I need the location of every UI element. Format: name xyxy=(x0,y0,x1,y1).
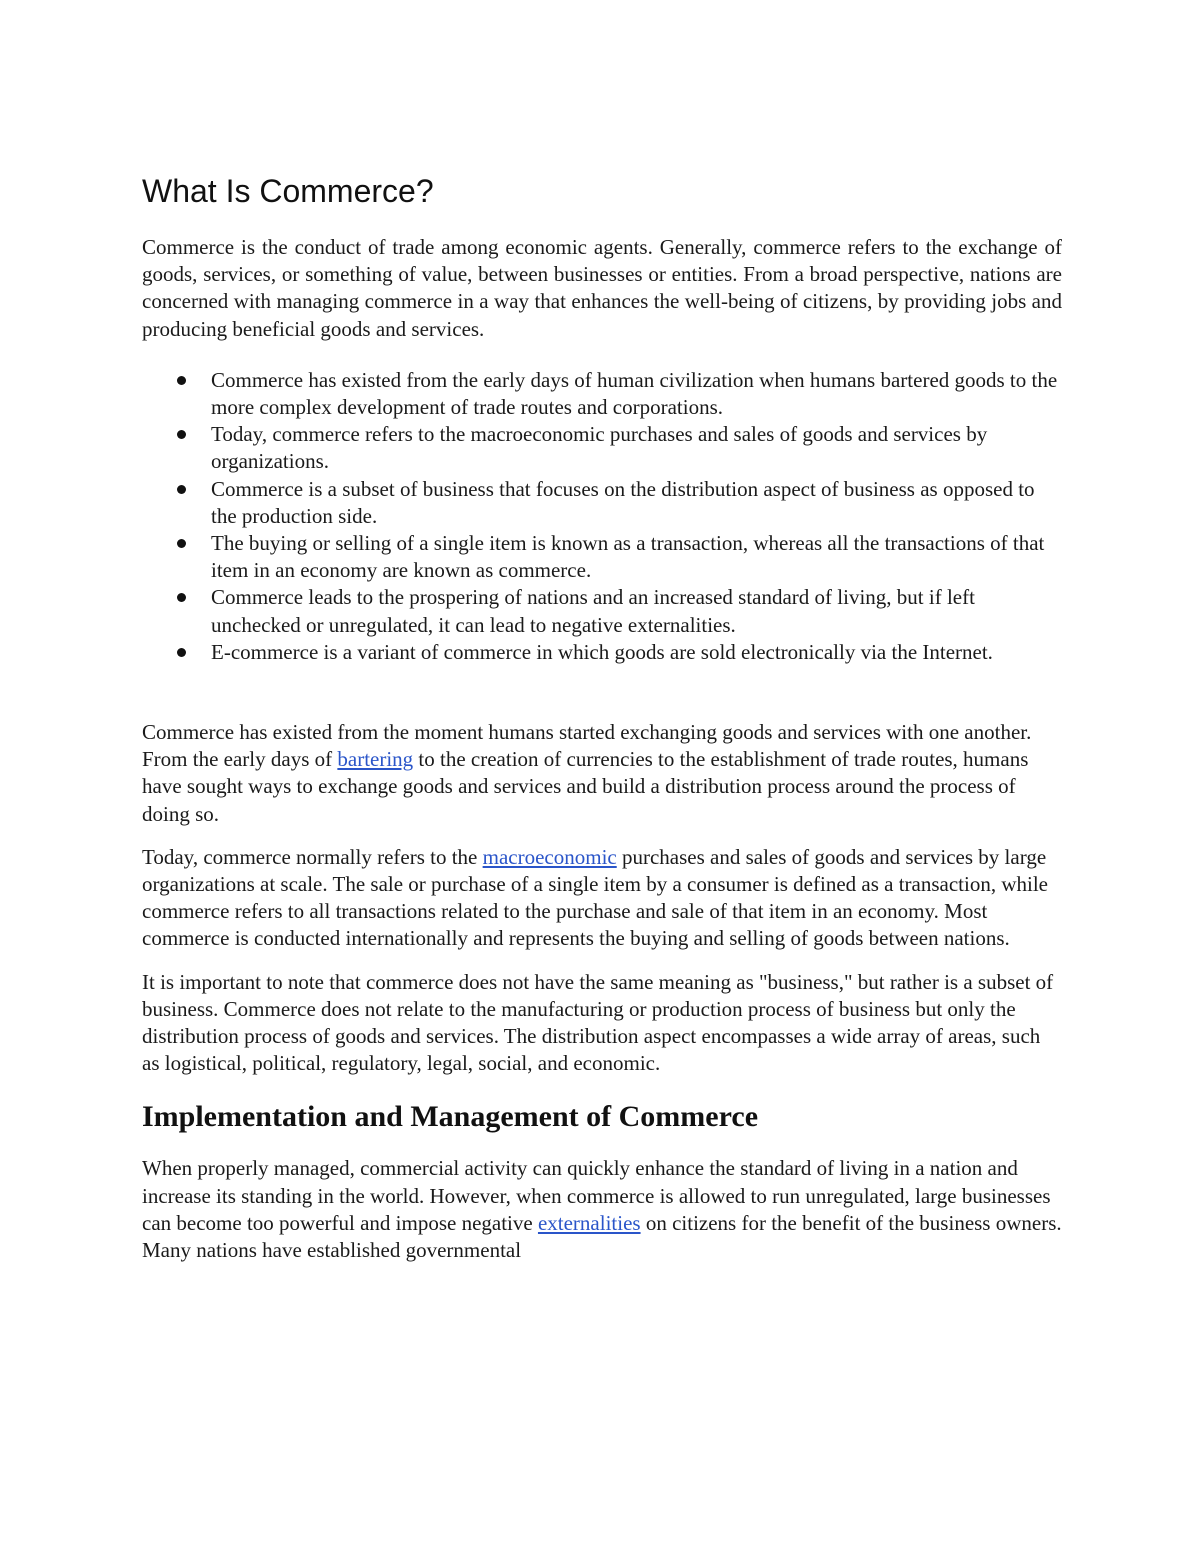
list-item-text: Today, commerce refers to the macroeconomic purchases and sales of goods and services by organizations. xyxy=(211,422,988,474)
macroeconomic-link[interactable]: macroeconomic xyxy=(482,844,617,869)
list-item xyxy=(142,530,1062,584)
list-item-text: Commerce has existed from the early days of human civilization when humans bartered goods to the more complex development of trade routes and corporations. xyxy=(211,367,1058,420)
paragraph-text: When properly managed, commercial activity can quickly enhance the standard of living in a nation and increase its standing in the world. However, when commerce is allowed to run unregulated, large businesses can become too powerful and impose negative xyxy=(142,1156,1051,1235)
list-item xyxy=(142,584,1062,638)
bartering-link[interactable]: bartering xyxy=(337,747,414,772)
list-item-text: E-commerce is a variant of commerce in which goods are sold electronically via the Internet. xyxy=(211,639,993,664)
list-item xyxy=(142,476,1062,530)
modern-commerce-paragraph xyxy=(142,844,1062,953)
bullet-icon xyxy=(177,430,186,439)
section-heading: Implementation and Management of Commerce xyxy=(142,1100,759,1134)
bullet-icon xyxy=(177,648,186,657)
bullet-icon xyxy=(177,376,186,385)
paragraph-text: Commerce has existed from the moment humans started exchanging goods and services with one another. From the early days of xyxy=(142,720,1032,772)
key-points-list xyxy=(142,367,1062,666)
list-item-text: Commerce is a subset of business that focuses on the distribution aspect of business as opposed to the production side. xyxy=(211,476,1035,528)
paragraph-text: purchases and sales of goods and services by large organizations at scale. The sale or purchase of a single item by a consumer is defined as a transaction, while commerce refers to all transactions related to the purchase and sale of that item in an economy. Most commerce is conducted internationally and represents the buying and selling of goods between nations. xyxy=(142,844,1049,951)
list-item xyxy=(142,367,1062,421)
paragraph-text: on citizens for the benefit of the business owners. Many nations have established governmental xyxy=(142,1210,1062,1263)
list-item xyxy=(142,421,1062,475)
externalities-link[interactable]: externalities xyxy=(537,1210,641,1235)
history-paragraph xyxy=(142,719,1062,828)
list-item-text: Commerce leads to the prospering of nations and an increased standard of living, but if left unchecked or unregulated, it can lead to negative externalities. xyxy=(211,585,975,637)
bullet-icon xyxy=(177,593,186,602)
intro-paragraph: Commerce is the conduct of trade among economic agents. Generally, commerce refers to the exchange of goods, services, or something of value, between businesses or entities. From a broad perspective, nations are concerned with managing commerce in a way that enhances the well-being of citizens, by providing jobs and producing beneficial goods and services. xyxy=(142,235,1062,341)
list-item-text: The buying or selling of a single item is known as a transaction, whereas all the transactions of that item in an economy are known as commerce. xyxy=(211,531,1045,583)
page-title: What Is Commerce? xyxy=(142,173,434,209)
bullet-icon xyxy=(177,485,186,494)
list-item xyxy=(142,639,1062,666)
paragraph-text: Today, commerce normally refers to the xyxy=(142,844,483,869)
paragraph-text: to the creation of currencies to the establishment of trade routes, humans have sought ways to exchange goods and services and build a distribution process around the process of doing so. xyxy=(142,747,1029,826)
bullet-icon xyxy=(177,539,186,548)
business-distinction-paragraph: It is important to note that commerce does not have the same meaning as "business," but rather is a subset of business. Commerce does not relate to the manufacturing or production process of business but only the distribution process of goods and services. The distribution aspect encompasses a wide array of areas, such as logistical, political, regulatory, legal, social, and economic. xyxy=(142,969,1054,1076)
document-page xyxy=(142,172,1062,1264)
management-paragraph xyxy=(142,1155,1062,1264)
